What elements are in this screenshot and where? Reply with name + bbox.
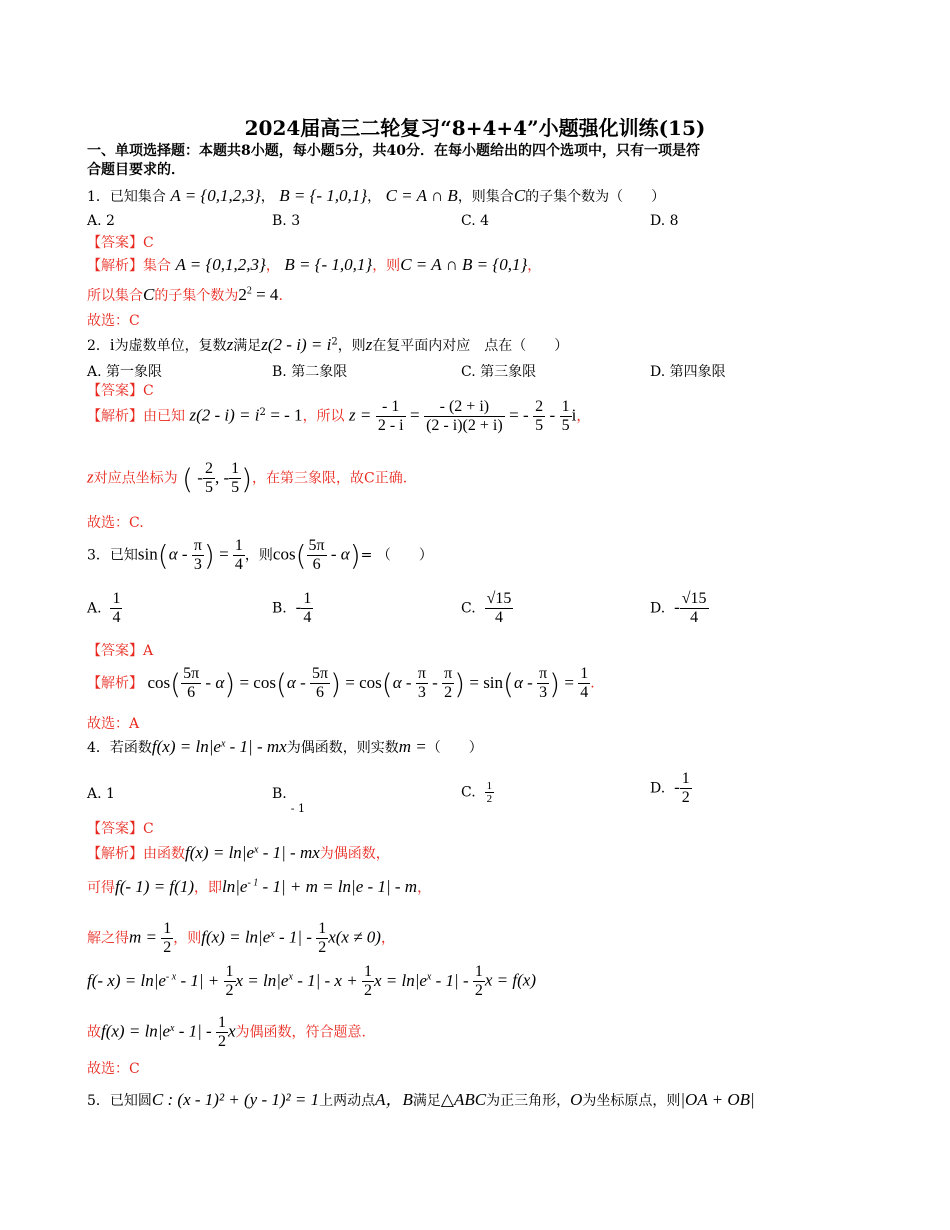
fraction <box>110 590 122 627</box>
math: α <box>215 672 225 692</box>
analysis-label: 【解析】 <box>87 258 143 274</box>
page-title: 2024届高三二轮复习“8+4+4”小题强化训练(15) <box>244 116 706 140</box>
text: A. <box>87 600 102 617</box>
fraction <box>216 1014 228 1051</box>
q3-answer <box>87 640 153 660</box>
text: C. <box>461 600 476 617</box>
math: f(x) = ln|e <box>101 1021 171 1041</box>
text: 由已知 <box>143 408 185 425</box>
math: C : (x - 1)² + (y - 1)² = 1 <box>151 1090 320 1109</box>
text: 集合 <box>143 258 171 274</box>
text: ，则 <box>372 258 401 274</box>
fraction <box>233 537 245 574</box>
math: 2 <box>259 406 266 418</box>
math: cos <box>253 672 276 692</box>
denominator: 2 <box>225 982 234 999</box>
denominator: 6 <box>312 556 321 573</box>
denominator: 3 <box>193 556 202 573</box>
text: C. <box>461 784 476 801</box>
math: z = <box>349 405 372 425</box>
math: △ABC <box>440 1090 487 1109</box>
q4-conclusion: 故选：C <box>87 1061 140 1077</box>
math: = - <box>509 405 529 425</box>
fraction <box>316 920 328 957</box>
math: 2 <box>246 285 252 297</box>
q3-option-d: D. - $\frac{√15}{4}$ <box>650 590 707 626</box>
math: z <box>365 335 373 354</box>
fraction <box>376 398 406 435</box>
text: ，则 <box>244 547 273 564</box>
math: f(x) = ln|e <box>151 737 221 756</box>
answer-value: C <box>143 821 154 837</box>
fraction <box>424 398 505 435</box>
answer-value: C <box>143 383 154 399</box>
text: 在复平面内对应 点在（ ） <box>372 338 569 354</box>
denominator: 2 <box>444 684 453 701</box>
math: - 1 <box>290 802 305 815</box>
numerator: 1 <box>318 920 327 937</box>
math: cos <box>147 672 171 692</box>
math: |OA + OB| <box>680 1090 755 1109</box>
numerator: 1 <box>486 780 493 792</box>
denominator: 5 <box>231 479 240 496</box>
text: 为正三角形， <box>486 1093 571 1109</box>
math: α <box>286 672 296 692</box>
math: A，B <box>375 1090 413 1109</box>
numerator: 5π <box>308 537 325 554</box>
numerator: π <box>193 537 202 554</box>
fraction <box>362 963 374 1000</box>
q2-option-b: B. 第二象限 <box>272 364 348 380</box>
math: α <box>168 544 178 564</box>
denominator: 2 <box>363 982 372 999</box>
analysis-label: 【解析】 <box>87 408 143 425</box>
numerator: 1 <box>474 963 483 980</box>
q4-analysis-line1: 【解析】由函数$f(x) = \ln|e^x - 1|$ - mx为偶函数， <box>87 843 390 862</box>
denominator: 2 <box>474 982 483 999</box>
math: 2 <box>238 285 247 304</box>
numerator: 2 <box>535 398 544 415</box>
numerator: - 1 <box>376 398 406 417</box>
text: 满足 <box>412 1093 441 1109</box>
fraction <box>680 770 692 807</box>
math: C <box>143 285 155 304</box>
fraction <box>560 398 572 435</box>
q1-c: C <box>513 186 526 205</box>
denominator: 5 <box>561 417 570 434</box>
text: 5．已知圆 <box>87 1093 152 1109</box>
q2-answer <box>87 380 154 400</box>
text: 2． <box>87 338 110 354</box>
text: ，在第三象限，故C正确. <box>252 470 408 487</box>
text: ，即 <box>193 880 222 896</box>
numerator: 1 <box>225 963 234 980</box>
numerator: 1 <box>217 1014 226 1031</box>
text: 为偶函数，则实数 <box>286 740 399 756</box>
fraction <box>473 963 485 1000</box>
math: O <box>570 1090 583 1109</box>
denominator: 4 <box>690 609 699 626</box>
numerator: 1 <box>234 537 243 554</box>
numerator: √15 <box>486 590 512 607</box>
denominator: 2 <box>163 939 172 956</box>
denominator: 2 <box>318 939 327 956</box>
answer-label: 【答案】 <box>87 235 143 251</box>
math: cos <box>359 672 382 692</box>
analysis-label: 【解析】 <box>87 675 143 692</box>
fraction <box>680 590 709 627</box>
q2-option-d: D. 第四象限 <box>650 364 726 380</box>
q2-option-c: C. 第三象限 <box>461 364 537 380</box>
text: ，则 <box>173 930 202 947</box>
text: ，则 <box>337 338 366 354</box>
text: = （ ） <box>360 547 433 564</box>
q3-conclusion: 故选：A <box>87 716 140 732</box>
answer-label: 【答案】 <box>87 821 143 837</box>
math: cos <box>272 544 296 564</box>
q3-option-b: B. - $\frac{1}{4}$ <box>272 590 312 626</box>
q1-option-a: A. 2 <box>87 213 115 229</box>
answer-label: 【答案】 <box>87 643 143 659</box>
q2-analysis-line1: 【解析】由已知 $z(2 - i) = i^2$ = - 1，所以 z = $\frac{- 1}{2 - i}$ = $\frac{- (2 + i)}{(2 - i)(2 + i)}$ = - $\frac{2}{5}$ - $\frac{1}{5}$ i， <box>87 398 591 434</box>
fraction <box>533 398 545 435</box>
text: （ ） <box>426 740 483 756</box>
math: f(x) = ln|e <box>201 927 271 947</box>
denominator: 5 <box>204 479 213 496</box>
math: f(x) = ln|e <box>185 843 255 862</box>
q4-analysis-line5: 故$f(x) = \ln|e^x - 1|$ - $\frac{1}{2}$ x为偶函数，符合题意. <box>87 1014 366 1050</box>
math: B = {- 1,0,1} <box>284 255 373 274</box>
q4-option-d: D. - $\frac{1}{2}$ <box>650 770 690 806</box>
text: 3．已知 <box>87 547 138 564</box>
q4-analysis-line4: f(- $x) = \ln|e^{- x} - 1|$ + $\frac{1}{2}$ $x = \ln|e^x - 1| - x$ + $\frac{1}{2}$ $x = \ln|e^x - 1|$ - $\frac{1}{2}$ x = f(x) <box>87 963 536 999</box>
text: 由函数 <box>143 846 185 862</box>
denominator: 2 <box>217 1033 226 1050</box>
answer-label: 【答案】 <box>87 383 143 399</box>
denominator: 5 <box>535 417 544 434</box>
denominator: 4 <box>303 609 312 626</box>
denominator: 3 <box>539 684 548 701</box>
math: α <box>392 672 402 692</box>
fraction <box>203 460 215 497</box>
numerator: π <box>444 665 453 682</box>
math: i <box>571 405 577 425</box>
math: = - 1 <box>270 405 303 425</box>
denominator: 2 <box>681 789 690 806</box>
numerator: 1 <box>303 590 312 607</box>
question-2 <box>87 335 568 355</box>
denominator: 4 <box>112 609 121 626</box>
fraction <box>224 963 236 1000</box>
q3-analysis: 【解析】 cos( $\frac{5\pi}{6}$ - α) = cos(α - $\frac{5\pi}{6}$ ) = cos(α - $\frac{\pi}{3}$ - $\frac{\pi}{2}$ ) = sin(α - $\frac{\pi}{3}$ ) = $\frac{1}{4}$ . <box>87 665 595 701</box>
math: m = <box>398 737 427 756</box>
q4-option-a: A. 1 <box>87 786 115 802</box>
fraction <box>416 665 428 702</box>
math: sin <box>483 672 504 692</box>
q4-analysis-line2: 可得f(- 1) = f(1)，即$\ln|e^{- 1} - 1| + m = \ln|e - 1| - m$， <box>87 877 432 896</box>
q1-set-b: B = {- 1,0,1} <box>279 186 368 205</box>
q1-analysis-line1: 【解析】集合 A = {0,1,2,3}， B = {- 1,0,1}，则C = A ∩ B = {0,1}， <box>87 255 542 274</box>
denominator: 4 <box>234 556 243 573</box>
fraction <box>310 665 330 702</box>
numerator: √15 <box>681 590 707 607</box>
math: f(- 1) = f(1) <box>115 877 194 896</box>
math: C = A ∩ B = {0,1} <box>400 255 528 274</box>
math: A = {0,1,2,3} <box>175 255 266 274</box>
q2-analysis-line2: z对应点坐标为 ( - $\frac{2}{5}$ , - $\frac{1}{5}$ )，在第三象限，故C正确. <box>87 460 408 496</box>
fraction <box>307 537 327 574</box>
answer-value: C <box>143 235 154 251</box>
text: 可得 <box>87 880 115 896</box>
numerator: 1 <box>112 590 121 607</box>
text: D. <box>650 780 666 797</box>
q1-tail: ，则集合 <box>457 189 514 205</box>
text: 所以集合 <box>87 288 143 304</box>
numerator: π <box>539 665 548 682</box>
numerator: 1 <box>363 963 372 980</box>
fraction <box>161 920 173 957</box>
fraction <box>485 780 495 805</box>
math: z <box>226 335 234 354</box>
fraction <box>442 665 454 702</box>
text: 4．若函数 <box>87 740 152 756</box>
numerator: 2 <box>204 460 213 477</box>
text: 为虚数单位，复数 <box>114 338 227 354</box>
analysis-label: 【解析】 <box>87 846 143 862</box>
question-3: 3．已知sin(α - $\frac{\pi}{3}$ ) = $\frac{1}{4}$ ，则cos( $\frac{5\pi}{6}$ - α)= （ ） <box>87 537 433 573</box>
math: i <box>109 335 115 354</box>
text: ，所以 <box>302 408 345 425</box>
text: 对应点坐标为 <box>93 470 178 487</box>
q1-option-d: D. 8 <box>650 213 679 229</box>
numerator: 1 <box>580 665 589 682</box>
numerator: π <box>417 665 426 682</box>
denominator: (2 - i)(2 + i) <box>426 417 503 434</box>
section-header-line1: 一、单项选择题：本题共8小题，每小题5分，共40分．在每小题给出的四个选项中，只有一项是符 <box>87 143 700 159</box>
text: 故 <box>87 1024 101 1041</box>
numerator: 5π <box>312 665 329 682</box>
math: α <box>340 544 350 564</box>
question-5 <box>87 1085 755 1110</box>
q4-answer <box>87 818 154 838</box>
q2-conclusion: 故选：C. <box>87 515 144 531</box>
fraction <box>192 537 204 574</box>
math: 2 <box>331 336 338 348</box>
answer-value: A <box>143 643 154 659</box>
text: 的子集个数为 <box>154 288 239 304</box>
text: 上两动点 <box>319 1093 376 1109</box>
denominator: 4 <box>580 684 589 701</box>
q1-option-b: B. 3 <box>272 213 301 229</box>
q4-analysis-line3: 解之得m = $\frac{1}{2}$ ，则$f(x) = \ln|e^x - 1|$ - $\frac{1}{2}$ x(x ≠ 0)， <box>87 920 395 956</box>
q1-option-c: C. 4 <box>461 213 490 229</box>
q3-option-c <box>461 590 513 627</box>
numerator: 1 <box>163 920 172 937</box>
math: α <box>513 672 523 692</box>
fraction <box>578 665 590 702</box>
q1-analysis-line2: 所以集合C的子集个数为$2^2 = 4$. <box>87 285 283 304</box>
text: B. <box>272 600 287 617</box>
denominator: 2 <box>486 793 493 805</box>
denominator: 4 <box>494 609 503 626</box>
q1-conclusion: 故选：C <box>87 313 140 329</box>
text: B. <box>272 786 287 802</box>
q1-answer <box>87 232 154 252</box>
q2-option-a: A. 第一象限 <box>87 364 163 380</box>
math: z <box>87 467 94 487</box>
q1-stem: 1．已知集合 <box>87 189 166 205</box>
question-4: 4．若函数$f(x) = \ln|e^x - 1|$ - mx为偶函数，则实数m =（ ） <box>87 737 483 756</box>
question-1: 1．已知集合 A = {0,1,2,3}， B = {- 1,0,1}， C = A ∩ B，则集合C的子集个数为（ ） <box>87 186 666 205</box>
text: 解之得 <box>87 930 129 947</box>
numerator: - (2 + i) <box>424 398 505 417</box>
q4-option-c <box>461 780 494 805</box>
fraction <box>229 460 241 497</box>
math: z(2 - i) = i <box>189 405 260 425</box>
fraction <box>301 590 313 627</box>
math: z(2 - i) = i <box>261 335 332 354</box>
denominator: 6 <box>316 684 325 701</box>
q3-option-a <box>87 590 122 627</box>
denominator: 3 <box>417 684 426 701</box>
text: D. <box>650 600 666 617</box>
math: sin <box>137 544 158 564</box>
numerator: 1 <box>231 460 240 477</box>
fraction <box>537 665 549 702</box>
numerator: 1 <box>681 770 690 787</box>
fraction <box>181 665 201 702</box>
q1-tail2: 的子集个数为（ ） <box>525 189 666 205</box>
numerator: 5π <box>183 665 200 682</box>
numerator: 1 <box>561 398 570 415</box>
q1-set-a: A = {0,1,2,3} <box>170 186 261 205</box>
text: 为偶函数，符合题意. <box>235 1024 366 1041</box>
text: . <box>590 675 595 692</box>
denominator: 6 <box>187 684 196 701</box>
denominator: 2 - i <box>377 417 404 434</box>
fraction <box>485 590 514 627</box>
q4-option-b <box>272 786 305 815</box>
text: 满足 <box>233 338 262 354</box>
section-header-line2: 合题目要求的． <box>87 162 185 178</box>
text: 为偶函数， <box>319 846 390 862</box>
text: 为坐标原点，则 <box>582 1093 681 1109</box>
q1-set-c: C = A ∩ B <box>385 186 458 205</box>
math: = 4 <box>256 285 279 304</box>
